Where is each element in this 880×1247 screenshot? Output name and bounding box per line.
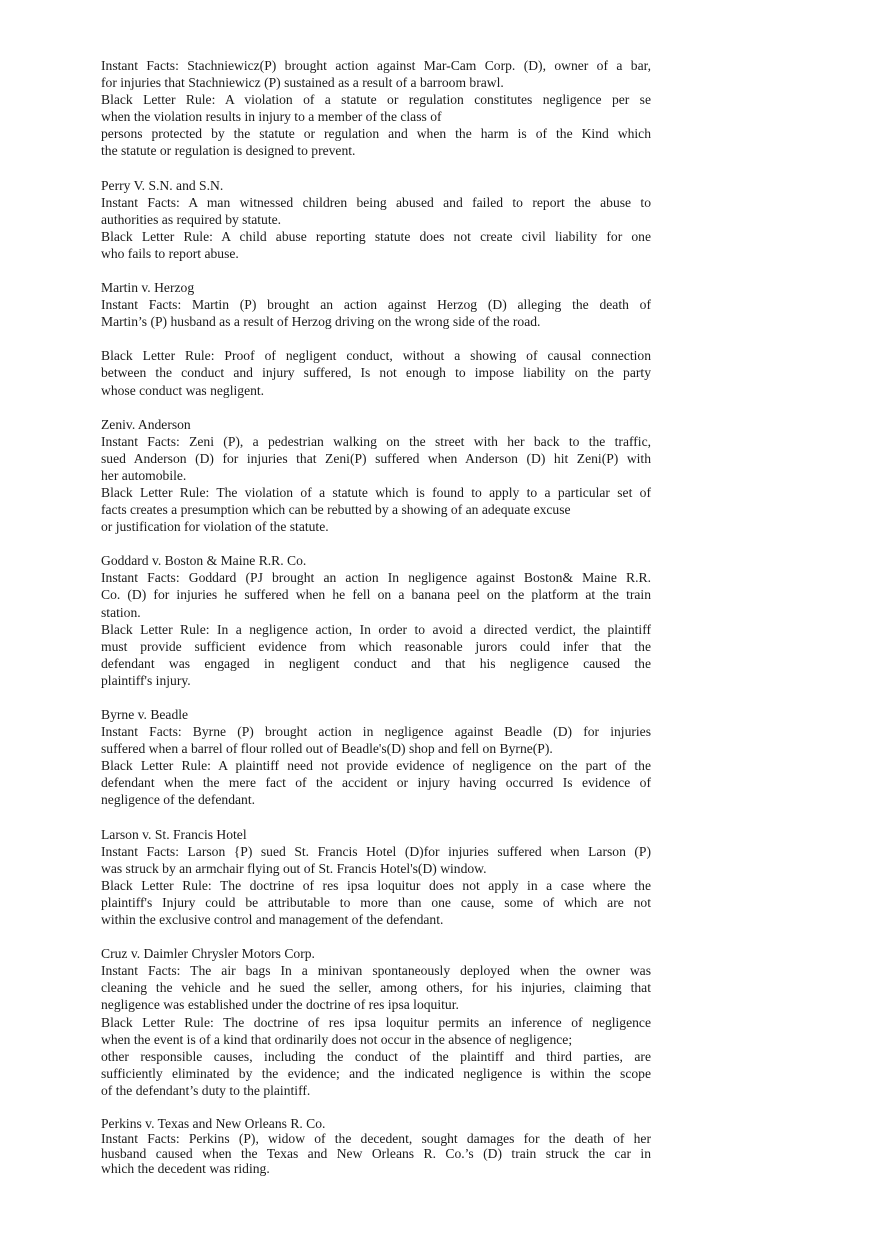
text-line: her automobile. (101, 467, 187, 483)
text-line: Instant Facts: Zeni (P), a pedestrian walking on the street with her back to the traffic, (101, 433, 651, 449)
text-line: negligence was established under the doctrine of res ipsa loquitur. (101, 997, 459, 1013)
text-line: sufficiently eliminated by the evidence; and the indicated negligence is within the scope (101, 1065, 651, 1081)
case-title: Cruz v. Daimler Chrysler Motors Corp. (101, 946, 315, 962)
case-title: Larson v. St. Francis Hotel (101, 826, 247, 842)
text-line: must provide sufficient evidence from which reasonable jurors could infer that the (101, 638, 651, 654)
text-line: negligence of the defendant. (101, 792, 255, 808)
text-line: Black Letter Rule: A plaintiff need not provide evidence of negligence on the part of the (101, 758, 651, 774)
text-line: Black Letter Rule: In a negligence action, In order to avoid a directed verdict, the plaintiff (101, 621, 651, 637)
text-line: when the event is of a kind that ordinarily does not occur in the absence of negligence; (101, 1031, 573, 1047)
text-line: plaintiff's Injury could be attributable to more than one cause, some of which are not (101, 894, 651, 910)
case-block (101, 57, 651, 160)
text-line: Instant Facts: Byrne (P) brought action in negligence against Beadle (D) for injuries (101, 724, 651, 740)
text-line: was struck by an armchair flying out of St. Francis Hotel's(D) window. (101, 860, 487, 876)
text-line: the statute or regulation is designed to prevent. (101, 143, 356, 159)
case-title: Martin v. Herzog (101, 280, 195, 296)
text-line: between the conduct and injury suffered, Is not enough to impose liability on the party (101, 365, 651, 381)
text-line: defendant was engaged in negligent conduct and that his negligence caused the (101, 655, 651, 671)
text-line: Instant Facts: Larson {P) sued St. Francis Hotel (D)for injuries suffered when Larson (P) (101, 843, 651, 859)
text-line: which the decedent was riding. (101, 1160, 270, 1176)
text-line: Instant Facts: The air bags In a minivan spontaneously deployed when the owner was (101, 963, 651, 979)
case-title: Byrne v. Beadle (101, 707, 189, 722)
text-line: within the exclusive control and management of the defendant. (101, 912, 444, 928)
text-line: who fails to report abuse. (101, 245, 239, 261)
text-line: Black Letter Rule: A violation of a statute or regulation constitutes negligence per se (101, 92, 651, 108)
case-block (101, 416, 651, 536)
text-line: whose conduct was negligent. (101, 382, 265, 398)
text-line: cleaning the vehicle and he sued the seller, among others, for his injuries, claiming that (101, 980, 651, 996)
text-line: Instant Facts: Stachniewicz(P) brought action against Mar-Cam Corp. (D), owner of a bar, (101, 58, 651, 73)
text-line: other responsible causes, including the conduct of the plaintiff and third parties, are (101, 1048, 651, 1064)
case-block (101, 1116, 651, 1176)
text-line (101, 330, 651, 347)
text-line: facts creates a presumption which can be rebutted by a showing of an adequate excuse (101, 502, 571, 518)
text-line: Instant Facts: Martin (P) brought an action against Herzog (D) alleging the death of (101, 297, 651, 313)
text-line: Black Letter Rule: The doctrine of res ipsa loquitur permits an inference of negligence (101, 1014, 651, 1030)
case-block (101, 279, 651, 399)
case-block (101, 177, 651, 262)
text-line: Black Letter Rule: Proof of negligent conduct, without a showing of causal connection (101, 348, 651, 364)
case-title: Goddard v. Boston & Maine R.R. Co. (101, 553, 307, 569)
text-line: plaintiff's injury. (101, 672, 191, 688)
text-line: defendant when the mere fact of the accident or injury having occurred Is evidence of (101, 775, 651, 791)
case-block (101, 945, 651, 1099)
text-line: Co. (D) for injuries he suffered when he fell on a banana peel on the platform at the train (101, 587, 651, 603)
text-line: husband caused when the Texas and New Orleans R. Co.’s (D) train struck the car in (101, 1145, 651, 1161)
text-line: when the violation results in injury to a member of the class of (101, 109, 442, 125)
text-line: suffered when a barrel of flour rolled out of Beadle's(D) shop and fell on Byrne(P). (101, 741, 553, 757)
text-line: sued Anderson (D) for injuries that Zeni(P) suffered when Anderson (D) hit Zeni(P) with (101, 450, 651, 466)
text-line: Black Letter Rule: The doctrine of res ipsa loquitur does not apply in a case where the (101, 877, 651, 893)
case-block (101, 706, 651, 809)
case-title: Zeniv. Anderson (101, 416, 191, 432)
text-line: Instant Facts: A man witnessed children being abused and failed to report the abuse to (101, 194, 651, 210)
case-title: Perkins v. Texas and New Orleans R. Co. (101, 1115, 326, 1131)
text-line: Instant Facts: Goddard (PJ brought an action In negligence against Boston& Maine R.R. (101, 570, 651, 586)
text-line: or justification for violation of the statute. (101, 519, 329, 535)
text-line: Martin’s (P) husband as a result of Herzog driving on the wrong side of the road. (101, 314, 541, 330)
text-line: of the defendant’s duty to the plaintiff. (101, 1082, 311, 1098)
text-line: for injuries that Stachniewicz (P) sustained as a result of a barroom brawl. (101, 75, 504, 91)
case-block (101, 552, 651, 689)
text-line: Instant Facts: Perkins (P), widow of the decedent, sought damages for the death of her (101, 1130, 651, 1146)
document-page (101, 57, 651, 1193)
text-line: Black Letter Rule: A child abuse reporting statute does not create civil liability for one (101, 228, 651, 244)
text-line: persons protected by the statute or regulation and when the harm is of the Kind which (101, 126, 651, 142)
text-line: authorities as required by statute. (101, 211, 282, 227)
case-title: Perry V. S.N. and S.N. (101, 177, 224, 193)
text-line: station. (101, 604, 141, 620)
case-block (101, 826, 651, 929)
text-line: Black Letter Rule: The violation of a statute which is found to apply to a particular set of (101, 484, 651, 500)
